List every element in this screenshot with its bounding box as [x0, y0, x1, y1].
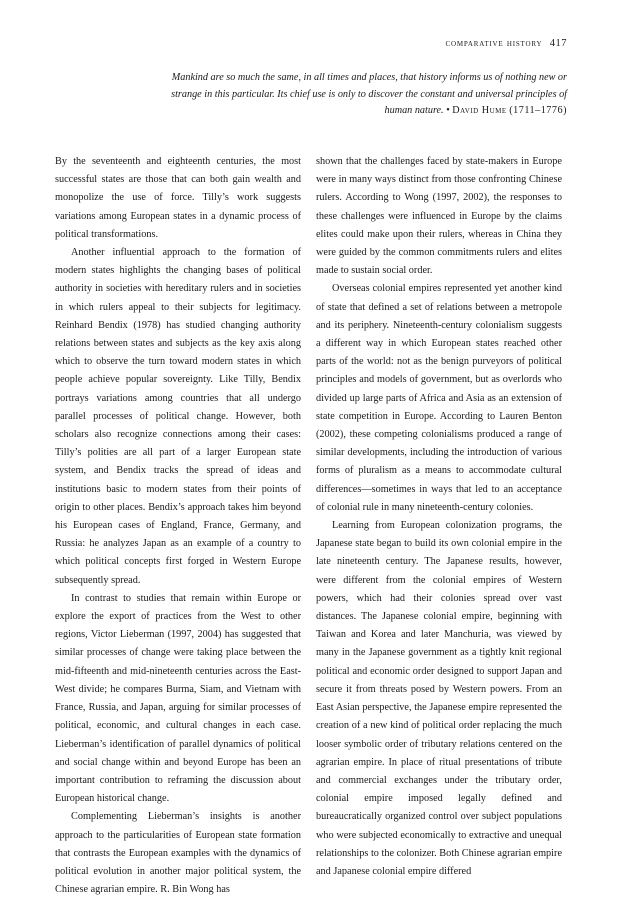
epigraph-author: David Hume: [452, 105, 507, 116]
paragraph: Complementing Lieberman’s insights is another approach to the particularities of European state formation that contrasts the European examples with the dynamics of political evolution in another major political system, the Chinese agrarian empire. R. Bin Wong has: [55, 811, 301, 896]
epigraph: [167, 70, 567, 120]
paragraph: Another influential approach to the formation of modern states highlights the changing bases of political authority in societies with hereditary rulers and in societies in which rulers appeal to their subjects for legitimacy. Reinhard Bendix (1978) has studied changing authority relations between states and subjects as the key axis along which to observe the turn toward modern states in which people achieve popular sovereignty. Like Tilly, Bendix portrays variations among countries that all undergo parallel processes of political change. However, both scholars also recognize connections among their cases: Tilly’s polities are all part of a larger European state system, and Bendix tracks the spread of ideas and institutions basic to modern states from their points of origin to other places. Bendix’s approach takes him beyond his European cases of England, France, Germany, and Russia: he analyzes Japan as an example of a country to which political concepts first forged in Western Europe subsequently spread.: [55, 247, 301, 586]
paragraph: shown that the challenges faced by state-makers in Europe were in many ways distinct from those confronting Chinese rulers. According to Wong (1997, 2002), the responses to these challenges were influenced in Europe by the claims elites could make upon their rulers, whereas in China they were guided by the common commitments rulers and elites made to sustain social order.: [316, 156, 562, 277]
page-number: 417: [549, 38, 567, 49]
running-title: comparative history: [445, 38, 543, 49]
paragraph: Learning from European colonization programs, the Japanese state began to build its own colonial empire in the late nineteenth century. The Japanese results, however, were different from the colonial empires of Western powers, which had their colonies spread over vast distances. The Japanese colonial empire, beginning with Taiwan and Korea and later Manchuria, was viewed by many in the Japanese government as a tightly knit regional political and economic order designed to support Japan and secure it from threats posed by Western powers. From an East Asian perspective, the Japanese empire represented the creation of a new kind of political order replacing the much looser symbolic order of tributary relations centered on the agrarian empire. In place of ritual presentations of tribute and commercial exchanges under the tributary order, colonial empire imposed legally defined and bureaucratically organized control over subject populations who were subjected economically to extractive and unequal relationships to the colonizer. Both Chinese agrarian empire and Japanese colonial empire differed: [316, 520, 562, 877]
epigraph-dates: (1711–1776): [509, 105, 567, 116]
paragraph: In contrast to studies that remain within Europe or explore the export of practices from the West to other regions, Victor Lieberman (1997, 2004) has suggested that similar processes of change were taking place between the mid-fifteenth and mid-nineteenth centuries across the East-West divide; he compares Burma, Siam, and Vietnam with France, Russia, and Japan, arguing for similar processes of political, economic, and cultural changes in each case. Lieberman’s identification of parallel dynamics of political and social change within and beyond Europe has been an important contribution to reframing the discussion about European historical change.: [55, 592, 301, 805]
epigraph-bullet: •: [446, 105, 450, 116]
running-head: [446, 38, 567, 49]
paragraph: By the seventeenth and eighteenth centuries, the most successful states are those that can both gain wealth and monopolize the use of force. Tilly’s work suggests variations among European states in a dynamic process of political transformations.: [55, 156, 301, 240]
paragraph: Overseas colonial empires represented yet another kind of state that defined a set of relations between a metropole and its periphery. Nineteenth-century colonialism suggests a different way in which European states reached other parts of the world: not as the benign purveyors of political principles and models of government, but as overlords who divided up large parts of Africa and Asia as an extension of state competition in Europe. According to Lauren Benton (2002), these competing colonialisms produced a range of similar developments, including the introduction of various forms of pluralism as a means to accommodate cultural differences—sometimes in ways that led to an acceptance of colonial rule in many nineteenth-century colonies.: [316, 283, 562, 513]
epigraph-quote: Mankind are so much the same, in all times and places, that history informs us of nothing new or strange in this particular. Its chief use is only to discover the constant and universal principles of human nature.: [171, 72, 567, 116]
right-column: [316, 153, 562, 881]
left-column: [55, 153, 301, 899]
